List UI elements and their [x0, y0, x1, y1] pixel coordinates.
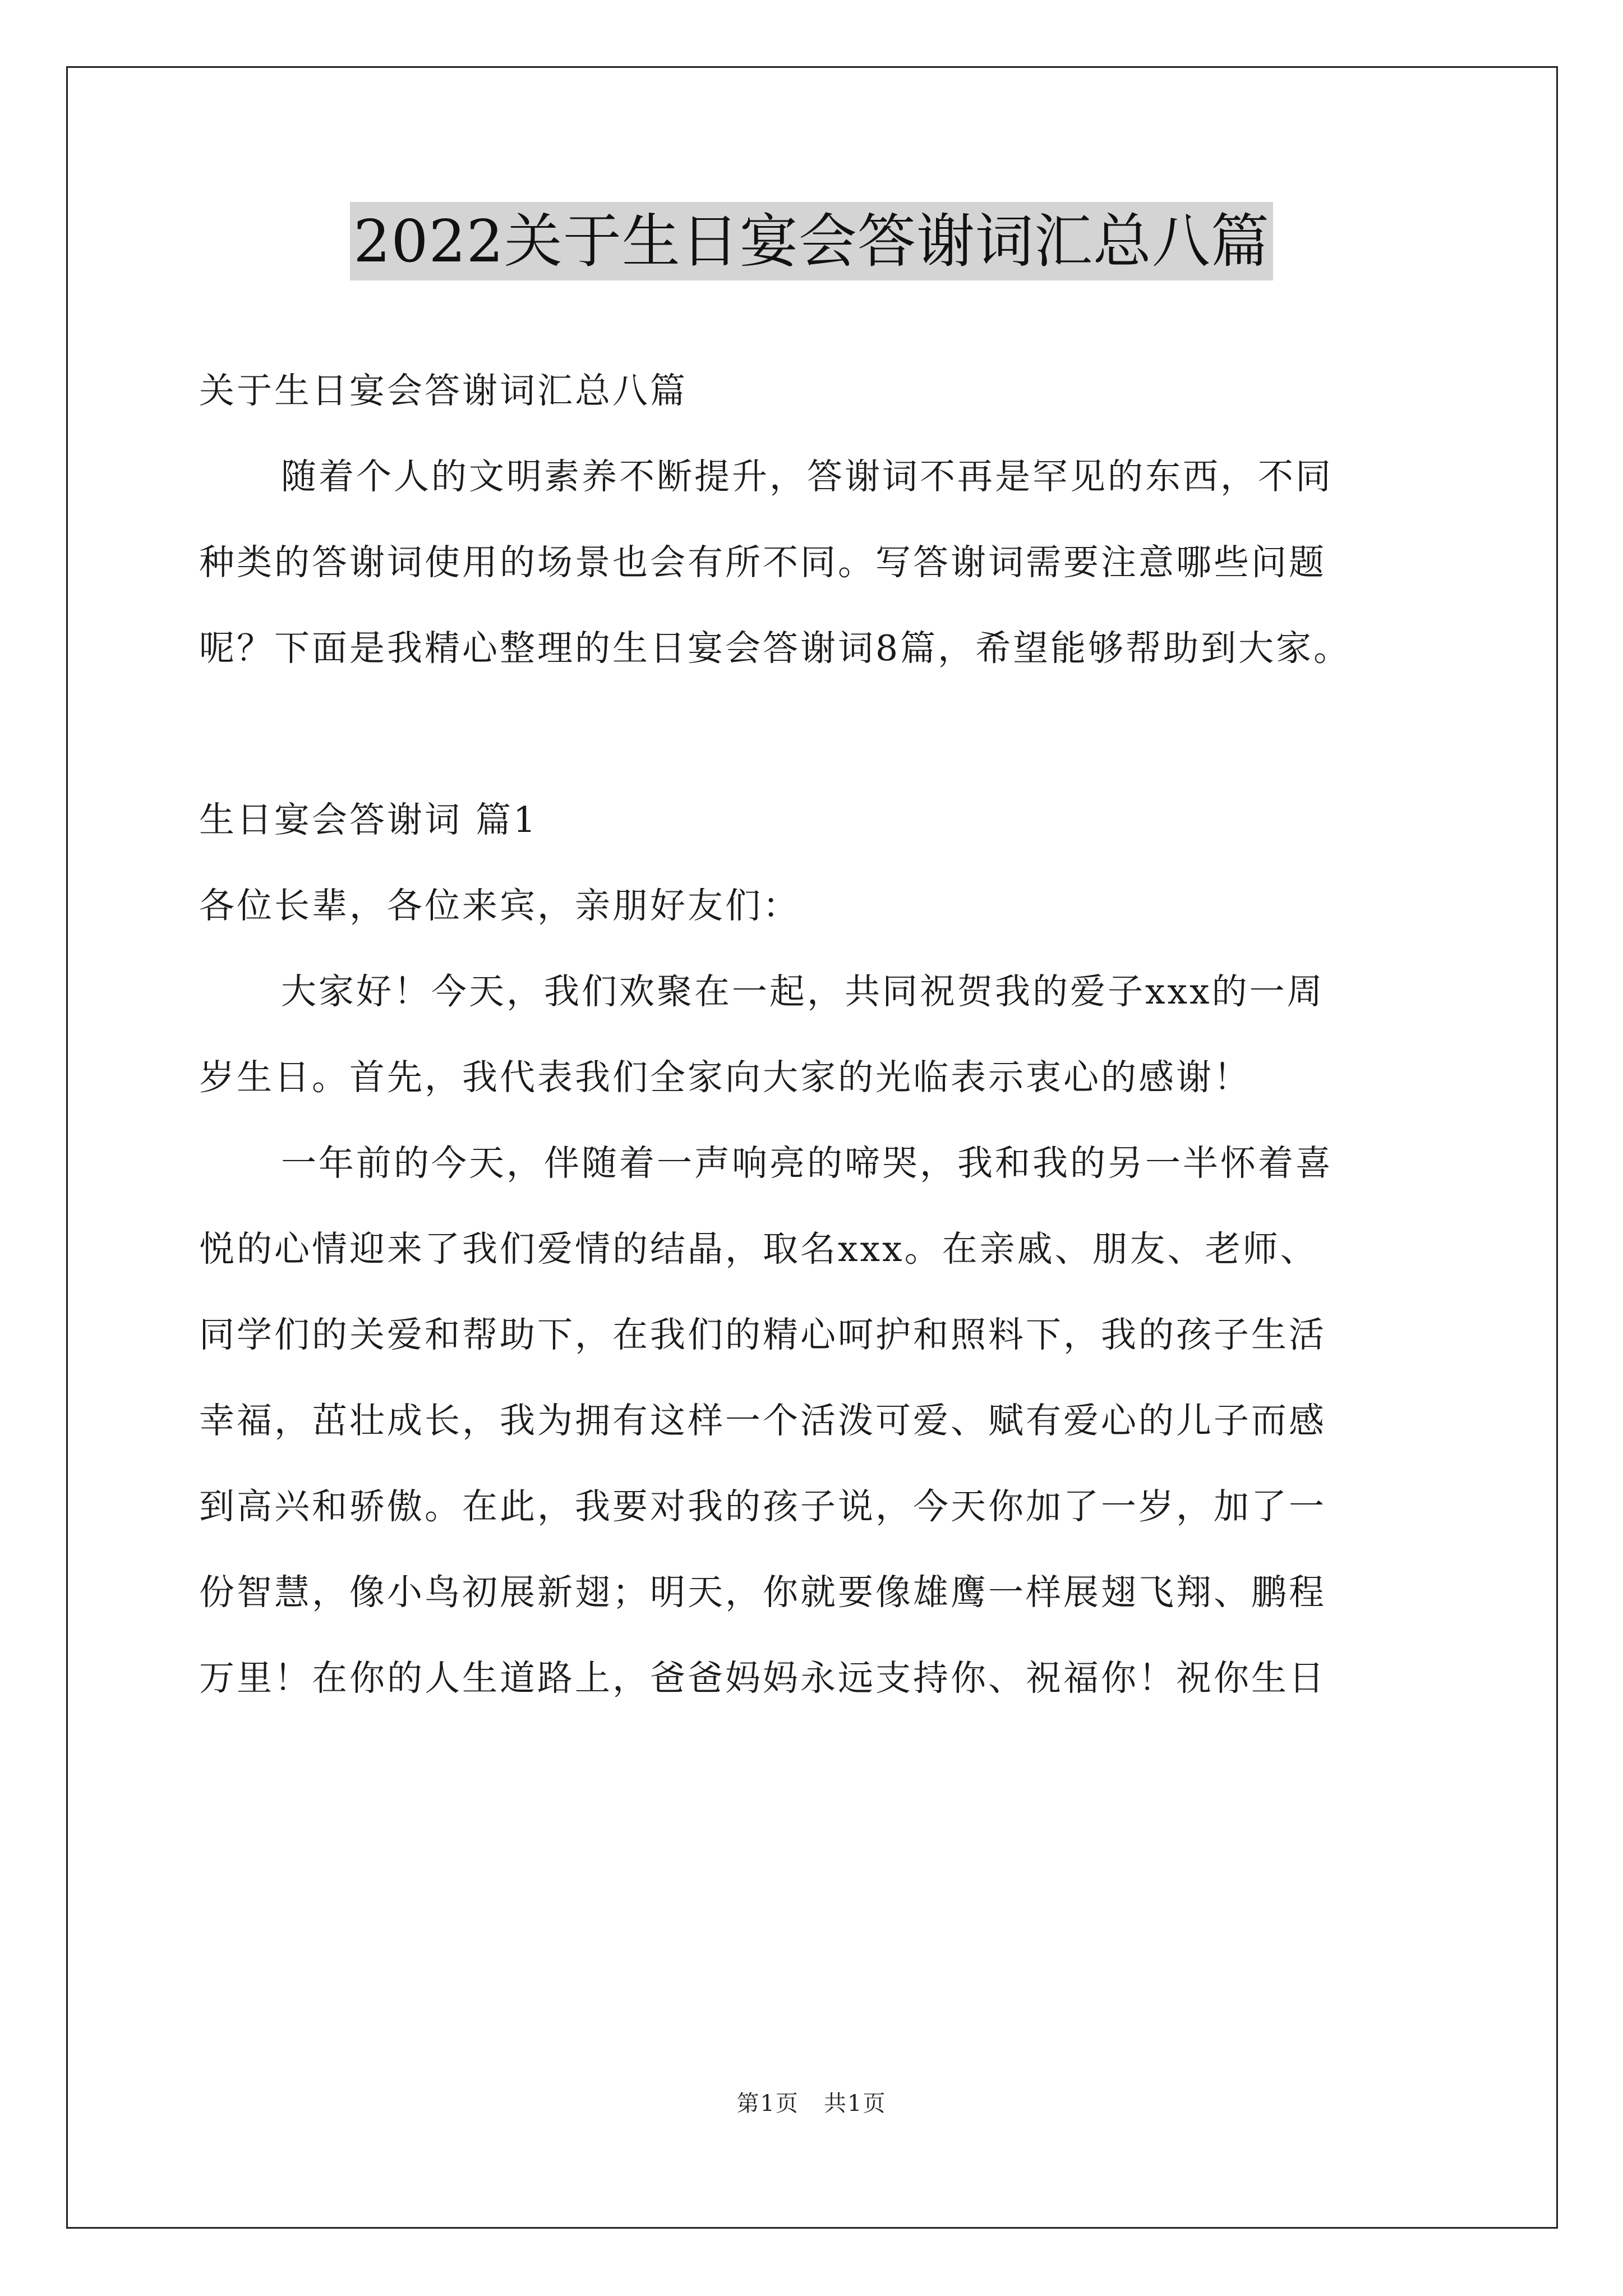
title-container [0, 202, 1623, 280]
document-body [199, 348, 1433, 1721]
paragraph-line: 同学们的关爱和帮助下，在我们的精心呵护和照料下，我的孩子生活 [199, 1314, 1326, 1355]
paragraph-line: 大家好！今天，我们欢聚在一起，共同祝贺我的爱子xxx的一周 [281, 971, 1325, 1012]
paragraph-line: 幸福，茁壮成长，我为拥有这样一个活泼可爱、赋有爱心的儿子而感 [199, 1400, 1326, 1441]
paragraph-line: 到高兴和骄傲。在此，我要对我的孩子说，今天你加了一岁，加了一 [199, 1486, 1326, 1527]
paragraph-line: 一年前的今天，伴随着一声响亮的啼哭，我和我的另一半怀着喜 [281, 1143, 1333, 1184]
document-title: 2022关于生日宴会答谢词汇总八篇 [350, 202, 1273, 280]
intro-paragraph-line: 随着个人的文明素养不断提升，答谢词不再是罕见的东西，不同 [281, 456, 1333, 497]
paragraph-line: 份智慧，像小鸟初展新翅；明天，你就要像雄鹰一样展翅飞翔、鹏程 [199, 1572, 1326, 1613]
intro-paragraph-line: 呢？下面是我精心整理的生日宴会答谢词8篇，希望能够帮助到大家。 [199, 628, 1352, 669]
blank-line [199, 691, 1433, 777]
section-heading: 生日宴会答谢词 篇1 [199, 799, 538, 840]
paragraph-line: 岁生日。首先，我代表我们全家向大家的光临表示衷心的感谢！ [199, 1057, 1251, 1098]
page-footer: 第1页 共1页 [736, 2091, 887, 2116]
salutation-line: 各位长辈，各位来宾，亲朋好友们： [199, 885, 800, 926]
subtitle-line: 关于生日宴会答谢词汇总八篇 [199, 370, 688, 411]
paragraph-line: 万里！在你的人生道路上，爸爸妈妈永远支持你、祝福你！祝你生日 [199, 1658, 1326, 1699]
paragraph-line: 悦的心情迎来了我们爱情的结晶，取名xxx。在亲戚、朋友、老师、 [199, 1228, 1318, 1269]
intro-paragraph-line: 种类的答谢词使用的场景也会有所不同。写答谢词需要注意哪些问题 [199, 542, 1326, 583]
